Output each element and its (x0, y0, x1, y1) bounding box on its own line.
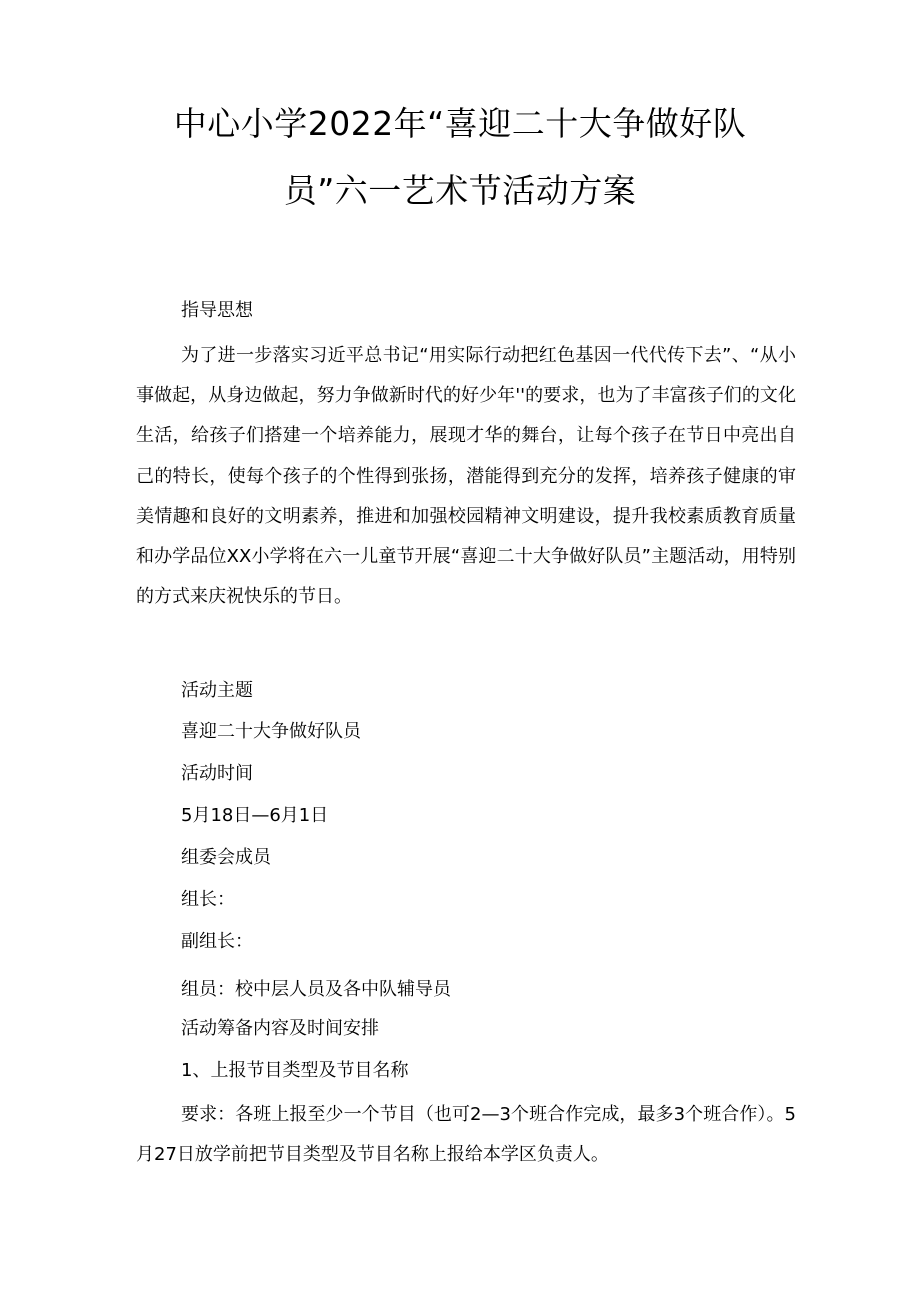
deputy-leader-line: 副组长： (181, 931, 253, 952)
document-title-line-2: 员”六一艺术节活动方案 (283, 171, 637, 210)
time-heading: 活动时间 (181, 763, 253, 784)
item1-paragraph: 要求：各班上报至少一个节目（也可2—3个班合作完成，最多3个班合作）。5月27日放学前把节目类型及节目名称上报给本学区负责人。 (136, 1104, 796, 1166)
prep-heading: 活动筹备内容及时间安排 (181, 1018, 379, 1039)
members-line: 组员：校中层人员及各中队辅导员 (181, 979, 451, 1000)
committee-heading: 组委会成员 (181, 847, 271, 868)
time-text: 5月18日—6月1日 (181, 805, 329, 826)
guiding-paragraph: 为了进一步落实习近平总书记“用实际行动把红色基因一代代传下去”、“从小事做起，从身边做起，努力争做新时代的好少年''的要求，也为了丰富孩子们的文化生活，给孩子们搭建一个培养能力，展现才华的舞台，让每个孩子在节日中亮出自己的特长，使每个孩子的个性得到张扬，潜能得到充分的发挥，培养孩子健康的审美情趣和良好的文明素养，推进和加强校园精神文明建设，提升我校素质教育质量和办学品位XX小学将在六一儿童节开展“喜迎二十大争做好队员”主题活动，用特别的方式来庆祝快乐的节日。 (136, 345, 796, 608)
theme-heading: 活动主题 (181, 680, 253, 701)
item1-heading: 1、上报节目类型及节目名称 (181, 1060, 409, 1081)
theme-text: 喜迎二十大争做好队员 (181, 721, 361, 742)
leader-line: 组长： (181, 889, 235, 910)
guiding-heading: 指导思想 (181, 300, 253, 321)
document-title-line-1: 中心小学2022年“喜迎二十大争做好队 (173, 104, 747, 143)
